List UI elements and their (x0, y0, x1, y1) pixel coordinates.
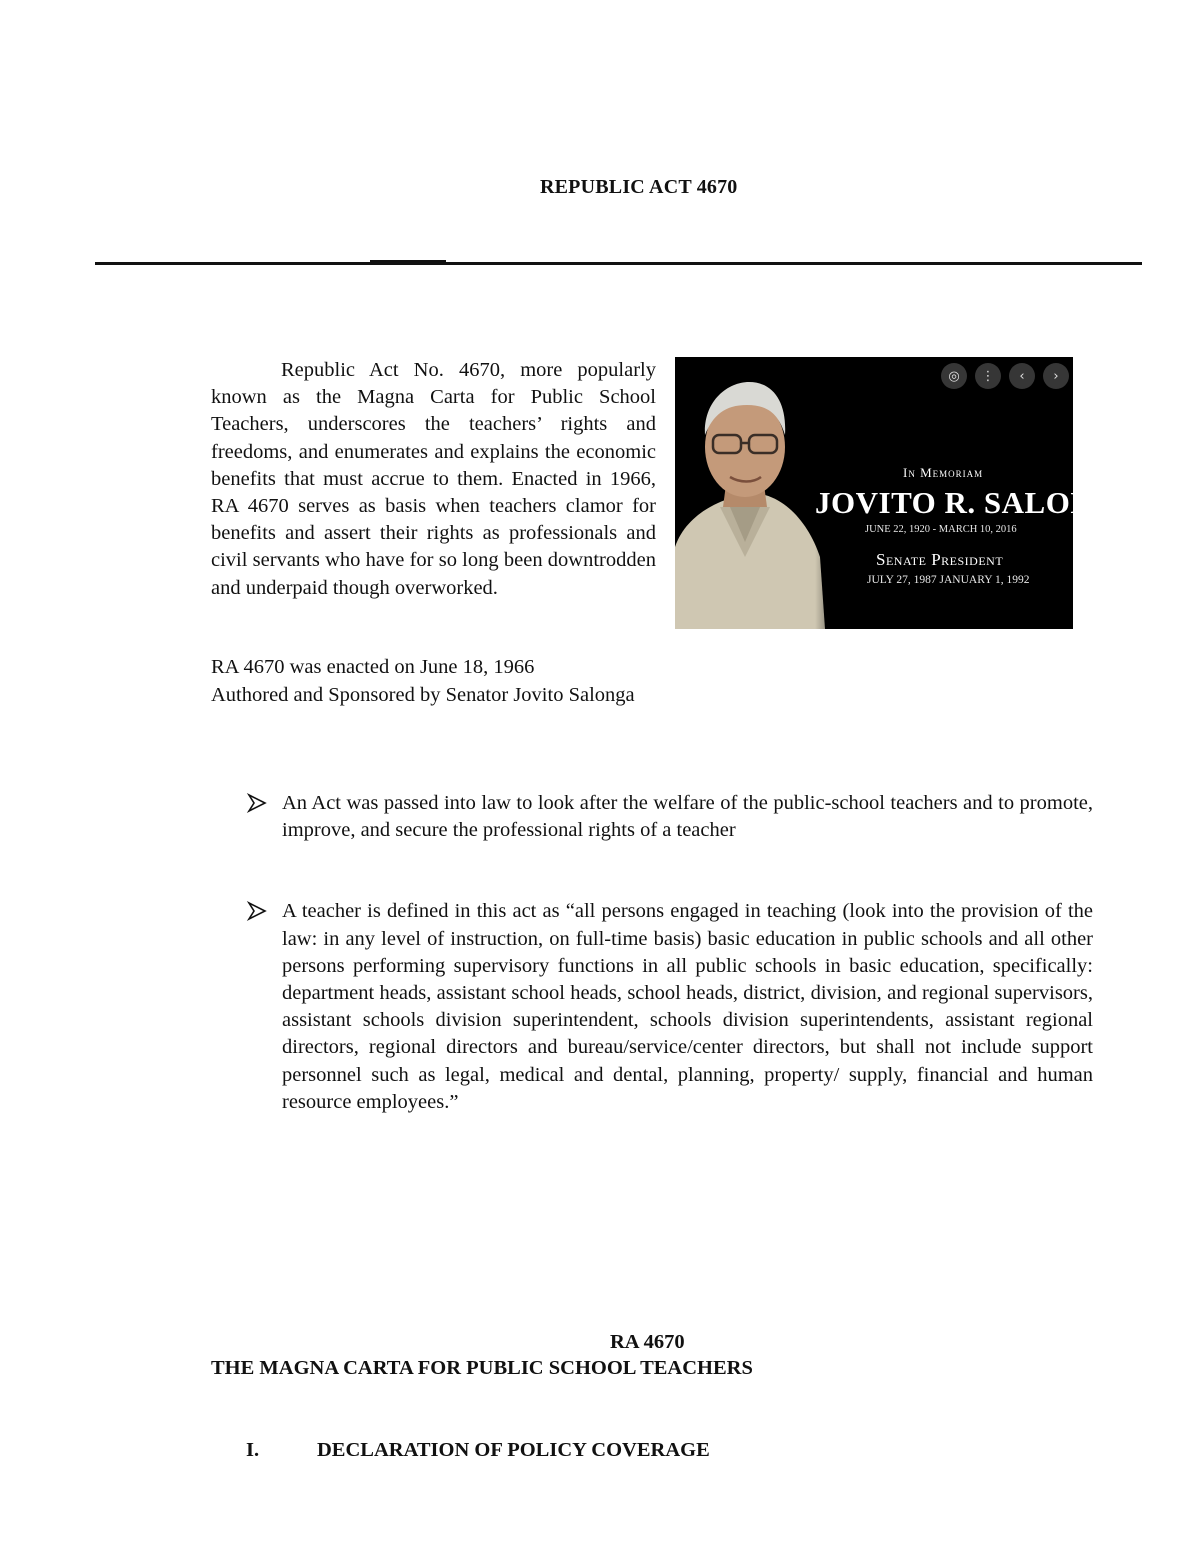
memoriam-life-dates: JUNE 22, 1920 - MARCH 10, 2016 (865, 524, 1017, 535)
author-line: Authored and Sponsored by Senator Jovito Salonga (211, 683, 635, 706)
list-item (248, 790, 1093, 844)
memoriam-heading: In Memoriam (903, 465, 984, 480)
memoriam-term: JULY 27, 1987 JANUARY 1, 1992 (867, 574, 1030, 586)
intro-paragraph: Republic Act No. 4670, more popularly known as the Magna Carta for Public School Teachers, underscores the teachers’ rights and freedoms, and enumerates and explains the economic benefits that must accrue to them. Enacted in 1966, RA 4670 serves as basis when teachers clamor for benefits and assert their rights as professionals and civil servants who have for so long been downtrodden and underpaid though overworked. (211, 359, 656, 599)
chevron-left-icon[interactable]: ‹ (1009, 363, 1035, 389)
memoriam-position: Senate President (876, 550, 1004, 569)
bullet-list (248, 790, 1093, 1116)
arrowhead-bullet-icon (248, 794, 266, 812)
list-item (248, 898, 1093, 1116)
arrowhead-bullet-icon (248, 902, 266, 920)
chevron-right-icon[interactable]: › (1043, 363, 1069, 389)
heading-text: DECLARATION OF POLICY COVERAGE (317, 1439, 710, 1461)
photo-controls (941, 363, 1069, 389)
title-rule (95, 262, 1142, 265)
facts-block (211, 654, 635, 709)
memoriam-photo (675, 357, 1141, 629)
section-code: RA 4670 (610, 1331, 685, 1353)
lens-icon[interactable]: ◎ (941, 363, 967, 389)
more-vertical-icon[interactable]: ⋮ (975, 363, 1001, 389)
section-title: THE MAGNA CARTA FOR PUBLIC SCHOOL TEACHERS (211, 1357, 753, 1379)
bullet-text: A teacher is defined in this act as “all persons engaged in teaching (look into the provision of the law: in any level of instruction, on full-time basis) basic education in public schools and all other persons performing supervisory functions in all public schools in basic education, specifically: department heads, assistant school heads, school heads, district, division, and regional supervisors, assistant schools division superintendent, schools division superintendents, assistant regional directors, regional directors and bureau/service/center directors, but shall not include support personnel such as legal, medical and dental, planning, property/ supply, financial and human resource employees.” (282, 900, 1093, 1113)
heading-policy-coverage (246, 1439, 710, 1462)
memoriam-name: JOVITO R. SALONGA (815, 485, 1141, 520)
enactment-date: RA 4670 was enacted on June 18, 1966 (211, 656, 535, 678)
heading-number: I. (246, 1439, 260, 1461)
document-title: REPUBLIC ACT 4670 (540, 176, 738, 198)
bullet-text: An Act was passed into law to look after the welfare of the public-school teachers and to promote, improve, and secure the professional rights of a teacher (282, 792, 1093, 842)
